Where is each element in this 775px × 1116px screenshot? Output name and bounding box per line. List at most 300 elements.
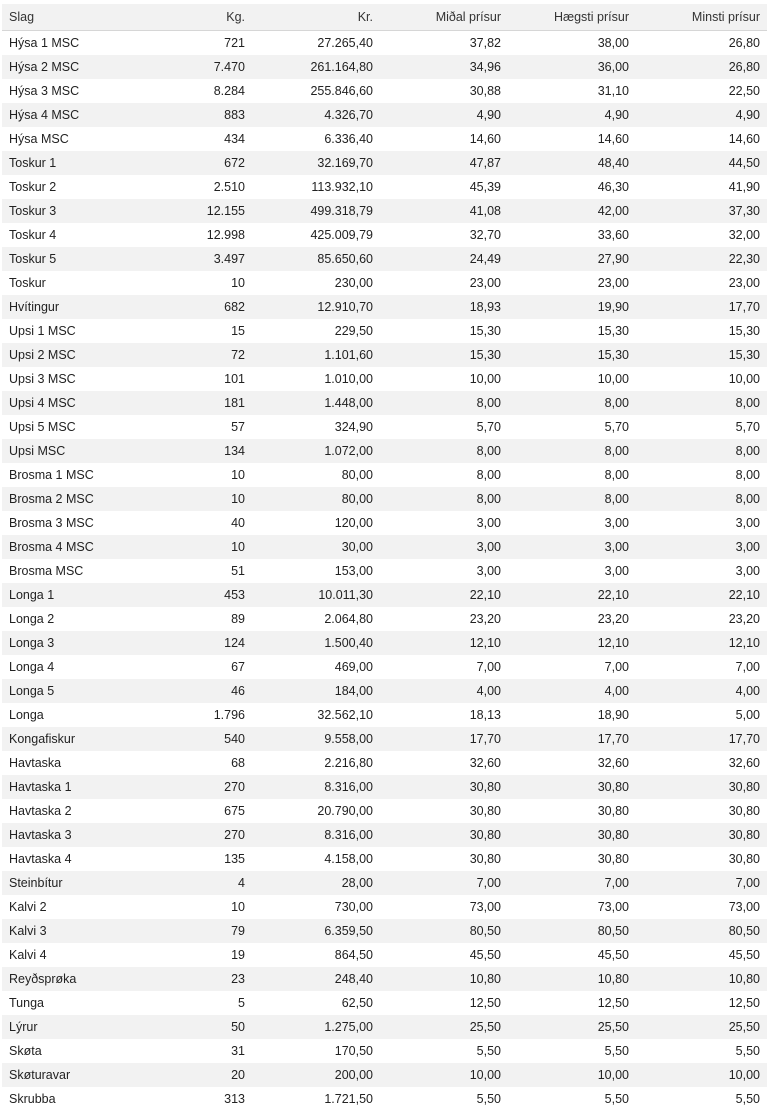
cell-kg: 672 xyxy=(122,151,252,175)
column-header-max-price[interactable]: Hægsti prísur xyxy=(508,4,636,31)
cell-kg: 682 xyxy=(122,295,252,319)
cell-species: Lýrur xyxy=(2,1015,122,1039)
cell-avg-price: 5,70 xyxy=(476,420,501,434)
cell-max-price: 10,80 xyxy=(508,967,636,991)
table-row xyxy=(2,895,767,919)
cell-kr: 62,50 xyxy=(341,996,373,1010)
cell-min-price: 45,50 xyxy=(728,948,760,962)
cell-min-price: 15,30 xyxy=(728,324,760,338)
column-header-kg[interactable]: Kg. xyxy=(122,4,252,31)
cell-avg-price: 8,00 xyxy=(476,468,501,482)
cell-min-price: 32,60 xyxy=(728,756,760,770)
cell-kg: 101 xyxy=(224,372,245,386)
cell-avg-price: 30,88 xyxy=(469,84,501,98)
cell-avg-price: 80,50 xyxy=(380,919,508,943)
cell-kg: 540 xyxy=(122,727,252,751)
cell-kr: 20.790,00 xyxy=(317,804,373,818)
cell-avg-price: 10,80 xyxy=(380,967,508,991)
cell-kg: 10 xyxy=(122,487,252,511)
cell-species: Upsi 1 MSC xyxy=(9,324,76,338)
table-row xyxy=(2,751,767,775)
cell-max-price: 23,20 xyxy=(597,612,629,626)
cell-kg: 453 xyxy=(122,583,252,607)
cell-species: Hýsa 1 MSC xyxy=(9,36,80,50)
cell-kg: 23 xyxy=(122,967,252,991)
cell-kg: 270 xyxy=(122,775,252,799)
cell-kg: 883 xyxy=(122,103,252,127)
cell-kg: 67 xyxy=(231,660,245,674)
table-row xyxy=(2,607,767,631)
cell-min-price: 17,70 xyxy=(636,727,767,751)
cell-max-price: 30,80 xyxy=(597,804,629,818)
cell-avg-price: 30,80 xyxy=(469,804,501,818)
cell-avg-price: 3,00 xyxy=(476,564,501,578)
column-header-avg-price[interactable]: Miðal prísur xyxy=(380,4,508,31)
table-row xyxy=(2,31,767,56)
column-header-species[interactable]: Slag xyxy=(2,4,122,31)
cell-avg-price: 15,30 xyxy=(469,324,501,338)
table-row xyxy=(2,559,767,583)
table-row xyxy=(2,223,767,247)
cell-kg: 51 xyxy=(231,564,245,578)
cell-max-price: 38,00 xyxy=(597,36,629,50)
cell-kr: 4.326,70 xyxy=(252,103,380,127)
cell-min-price: 37,30 xyxy=(636,199,767,223)
price-table xyxy=(2,4,767,1111)
cell-species: Hvítingur xyxy=(2,295,122,319)
cell-kr: 30,00 xyxy=(252,535,380,559)
cell-kr: 8.316,00 xyxy=(252,823,380,847)
table-row xyxy=(2,343,767,367)
cell-kg: 79 xyxy=(122,919,252,943)
cell-avg-price: 8,00 xyxy=(380,391,508,415)
cell-max-price: 7,00 xyxy=(604,660,629,674)
cell-kr: 200,00 xyxy=(252,1063,380,1087)
cell-kg: 10 xyxy=(231,468,245,482)
cell-min-price: 5,50 xyxy=(735,1092,760,1106)
cell-kr: 184,00 xyxy=(252,679,380,703)
cell-min-price: 14,60 xyxy=(728,132,760,146)
cell-min-price: 5,70 xyxy=(735,420,760,434)
cell-kr: 80,00 xyxy=(341,468,373,482)
cell-max-price: 3,00 xyxy=(604,564,629,578)
cell-max-price: 46,30 xyxy=(597,180,629,194)
cell-kr: 10.011,30 xyxy=(252,583,380,607)
cell-species: Tunga xyxy=(9,996,44,1010)
table-row xyxy=(2,487,767,511)
header-row xyxy=(2,4,767,31)
cell-min-price: 3,00 xyxy=(735,516,760,530)
cell-kg: 19 xyxy=(231,948,245,962)
cell-kg: 434 xyxy=(224,132,245,146)
cell-max-price: 5,50 xyxy=(604,1092,629,1106)
cell-kg: 270 xyxy=(122,823,252,847)
cell-min-price: 25,50 xyxy=(636,1015,767,1039)
cell-kg: 5 xyxy=(238,996,245,1010)
cell-min-price: 8,00 xyxy=(636,439,767,463)
cell-max-price: 8,00 xyxy=(508,439,636,463)
cell-kg: 4 xyxy=(122,871,252,895)
cell-max-price: 32,60 xyxy=(597,756,629,770)
cell-species: Brosma 3 MSC xyxy=(9,516,94,530)
cell-avg-price: 22,10 xyxy=(380,583,508,607)
cell-kg: 12.998 xyxy=(206,228,245,242)
cell-avg-price: 23,20 xyxy=(469,612,501,626)
cell-kg: 7.470 xyxy=(122,55,252,79)
cell-min-price: 5,50 xyxy=(735,1044,760,1058)
cell-species: Toskur 1 xyxy=(2,151,122,175)
cell-min-price: 3,00 xyxy=(636,535,767,559)
cell-kg: 3.497 xyxy=(122,247,252,271)
cell-kr: 469,00 xyxy=(334,660,373,674)
table-row xyxy=(2,103,767,127)
cell-kr: 255.846,60 xyxy=(310,84,373,98)
cell-min-price: 22,10 xyxy=(636,583,767,607)
cell-avg-price: 8,00 xyxy=(380,439,508,463)
cell-min-price: 4,00 xyxy=(636,679,767,703)
cell-avg-price: 18,13 xyxy=(469,708,501,722)
cell-min-price: 26,80 xyxy=(728,36,760,50)
cell-kg: 46 xyxy=(122,679,252,703)
cell-avg-price: 18,93 xyxy=(380,295,508,319)
cell-min-price: 7,00 xyxy=(636,871,767,895)
cell-min-price: 17,70 xyxy=(636,295,767,319)
cell-kr: 27.265,40 xyxy=(317,36,373,50)
cell-kr: 85.650,60 xyxy=(252,247,380,271)
cell-min-price: 41,90 xyxy=(728,180,760,194)
cell-species: Kalvi 3 xyxy=(2,919,122,943)
table-row xyxy=(2,919,767,943)
table-row xyxy=(2,631,767,655)
cell-kg: 181 xyxy=(122,391,252,415)
cell-max-price: 5,50 xyxy=(604,1044,629,1058)
table-row xyxy=(2,151,767,175)
cell-avg-price: 23,00 xyxy=(469,276,501,290)
cell-max-price: 4,90 xyxy=(508,103,636,127)
cell-min-price: 4,90 xyxy=(636,103,767,127)
cell-kr: 9.558,00 xyxy=(252,727,380,751)
cell-max-price: 27,90 xyxy=(508,247,636,271)
cell-max-price: 8,00 xyxy=(508,391,636,415)
cell-kr: 499.318,79 xyxy=(252,199,380,223)
cell-kr: 1.072,00 xyxy=(252,439,380,463)
cell-kr: 229,50 xyxy=(334,324,373,338)
cell-min-price: 23,20 xyxy=(728,612,760,626)
table-row xyxy=(2,1015,767,1039)
cell-kg: 20 xyxy=(122,1063,252,1087)
cell-avg-price: 3,00 xyxy=(476,516,501,530)
cell-min-price: 23,00 xyxy=(728,276,760,290)
cell-min-price: 10,00 xyxy=(728,372,760,386)
cell-kg: 10 xyxy=(122,535,252,559)
cell-min-price: 30,80 xyxy=(636,823,767,847)
cell-min-price: 30,80 xyxy=(636,775,767,799)
cell-avg-price: 4,90 xyxy=(380,103,508,127)
cell-kg: 134 xyxy=(122,439,252,463)
cell-avg-price: 10,00 xyxy=(380,1063,508,1087)
cell-kr: 28,00 xyxy=(252,871,380,895)
cell-kg: 10 xyxy=(231,276,245,290)
cell-kg: 721 xyxy=(224,36,245,50)
cell-min-price: 15,30 xyxy=(636,343,767,367)
cell-species: Kalvi 4 xyxy=(9,948,47,962)
cell-min-price: 10,00 xyxy=(636,1063,767,1087)
cell-kg: 313 xyxy=(224,1092,245,1106)
cell-species: Hýsa MSC xyxy=(9,132,69,146)
cell-species: Upsi 4 MSC xyxy=(2,391,122,415)
cell-kg: 135 xyxy=(224,852,245,866)
column-header-min-price[interactable]: Minsti prísur xyxy=(636,4,767,31)
cell-species: Upsi 2 MSC xyxy=(2,343,122,367)
cell-min-price: 10,80 xyxy=(636,967,767,991)
table-row xyxy=(2,55,767,79)
cell-species: Longa 2 xyxy=(9,612,55,626)
cell-species: Toskur 3 xyxy=(2,199,122,223)
table-row xyxy=(2,295,767,319)
table-row xyxy=(2,319,767,343)
cell-species: Havtaska 1 xyxy=(2,775,122,799)
table-row xyxy=(2,967,767,991)
table-row xyxy=(2,367,767,391)
cell-kr: 4.158,00 xyxy=(324,852,373,866)
cell-min-price: 8,00 xyxy=(636,391,767,415)
table-row xyxy=(2,799,767,823)
cell-avg-price: 15,30 xyxy=(380,343,508,367)
cell-max-price: 4,00 xyxy=(508,679,636,703)
cell-min-price: 44,50 xyxy=(636,151,767,175)
table-row xyxy=(2,511,767,535)
cell-min-price: 12,50 xyxy=(728,996,760,1010)
cell-avg-price: 45,50 xyxy=(469,948,501,962)
cell-kg: 89 xyxy=(231,612,245,626)
cell-kg: 2.510 xyxy=(213,180,245,194)
cell-kr: 261.164,80 xyxy=(252,55,380,79)
cell-max-price: 80,50 xyxy=(508,919,636,943)
cell-max-price: 18,90 xyxy=(597,708,629,722)
cell-avg-price: 14,60 xyxy=(469,132,501,146)
cell-species: Toskur 5 xyxy=(2,247,122,271)
cell-max-price: 42,00 xyxy=(508,199,636,223)
cell-kr: 2.216,80 xyxy=(324,756,373,770)
cell-kg: 68 xyxy=(231,756,245,770)
cell-kr: 153,00 xyxy=(334,564,373,578)
cell-min-price: 73,00 xyxy=(728,900,760,914)
cell-avg-price: 4,00 xyxy=(380,679,508,703)
table-row xyxy=(2,175,767,199)
cell-avg-price: 45,39 xyxy=(469,180,501,194)
cell-avg-price: 8,00 xyxy=(380,487,508,511)
cell-species: Toskur xyxy=(9,276,46,290)
cell-avg-price: 34,96 xyxy=(380,55,508,79)
cell-species: Reyðsprøka xyxy=(2,967,122,991)
table-row xyxy=(2,79,767,103)
cell-avg-price: 30,80 xyxy=(380,823,508,847)
cell-kr: 12.910,70 xyxy=(252,295,380,319)
cell-max-price: 33,60 xyxy=(597,228,629,242)
cell-kg: 15 xyxy=(231,324,245,338)
cell-species: Upsi MSC xyxy=(2,439,122,463)
table-row xyxy=(2,775,767,799)
cell-kr: 1.275,00 xyxy=(252,1015,380,1039)
cell-kr: 170,50 xyxy=(334,1044,373,1058)
cell-kg: 1.796 xyxy=(213,708,245,722)
cell-avg-price: 32,60 xyxy=(469,756,501,770)
cell-avg-price: 41,08 xyxy=(380,199,508,223)
cell-kr: 80,00 xyxy=(252,487,380,511)
cell-avg-price: 5,50 xyxy=(476,1092,501,1106)
cell-max-price: 30,80 xyxy=(508,775,636,799)
cell-kg: 31 xyxy=(231,1044,245,1058)
cell-species: Longa 1 xyxy=(2,583,122,607)
table-row xyxy=(2,727,767,751)
cell-avg-price: 37,82 xyxy=(469,36,501,50)
cell-kr: 230,00 xyxy=(334,276,373,290)
cell-kg: 57 xyxy=(231,420,245,434)
cell-max-price: 73,00 xyxy=(597,900,629,914)
table-row xyxy=(2,1087,767,1111)
cell-kg: 8.284 xyxy=(213,84,245,98)
table-row xyxy=(2,703,767,727)
cell-max-price: 23,00 xyxy=(597,276,629,290)
cell-species: Upsi 5 MSC xyxy=(9,420,76,434)
cell-min-price: 3,00 xyxy=(735,564,760,578)
cell-min-price: 7,00 xyxy=(735,660,760,674)
cell-max-price: 5,70 xyxy=(604,420,629,434)
cell-species: Skøta xyxy=(9,1044,42,1058)
cell-avg-price: 30,80 xyxy=(469,852,501,866)
table-row xyxy=(2,991,767,1015)
cell-min-price: 30,80 xyxy=(728,852,760,866)
cell-avg-price: 5,50 xyxy=(476,1044,501,1058)
cell-kr: 730,00 xyxy=(334,900,373,914)
cell-species: Longa xyxy=(9,708,44,722)
cell-kr: 1.721,50 xyxy=(324,1092,373,1106)
cell-species: Toskur 2 xyxy=(9,180,57,194)
cell-max-price: 14,60 xyxy=(597,132,629,146)
table-row xyxy=(2,679,767,703)
cell-species: Brosma 1 MSC xyxy=(9,468,94,482)
cell-kr: 324,90 xyxy=(334,420,373,434)
table-row xyxy=(2,1063,767,1087)
cell-min-price: 5,00 xyxy=(735,708,760,722)
cell-kr: 8.316,00 xyxy=(252,775,380,799)
cell-max-price: 45,50 xyxy=(597,948,629,962)
column-header-kr[interactable]: Kr. xyxy=(252,4,380,31)
cell-species: Toskur 4 xyxy=(9,228,57,242)
cell-max-price: 17,70 xyxy=(508,727,636,751)
cell-species: Hýsa 2 MSC xyxy=(2,55,122,79)
cell-species: Steinbítur xyxy=(2,871,122,895)
cell-kg: 50 xyxy=(122,1015,252,1039)
cell-kg: 40 xyxy=(231,516,245,530)
cell-max-price: 15,30 xyxy=(597,324,629,338)
cell-species: Brosma MSC xyxy=(9,564,84,578)
cell-max-price: 10,00 xyxy=(597,372,629,386)
cell-avg-price: 32,70 xyxy=(469,228,501,242)
cell-min-price: 8,00 xyxy=(636,487,767,511)
table-row xyxy=(2,655,767,679)
cell-kg: 124 xyxy=(122,631,252,655)
table-row xyxy=(2,463,767,487)
table-row xyxy=(2,391,767,415)
cell-kg: 675 xyxy=(224,804,245,818)
cell-max-price: 10,00 xyxy=(508,1063,636,1087)
cell-max-price: 8,00 xyxy=(604,468,629,482)
cell-min-price: 12,10 xyxy=(636,631,767,655)
cell-max-price: 3,00 xyxy=(508,535,636,559)
cell-species: Skøturavar xyxy=(2,1063,122,1087)
cell-max-price: 30,80 xyxy=(597,852,629,866)
cell-min-price: 30,80 xyxy=(728,804,760,818)
cell-kr: 32.169,70 xyxy=(252,151,380,175)
cell-min-price: 22,50 xyxy=(728,84,760,98)
cell-species: Havtaska 3 xyxy=(2,823,122,847)
cell-kr: 6.336,40 xyxy=(324,132,373,146)
cell-max-price: 22,10 xyxy=(508,583,636,607)
cell-avg-price: 3,00 xyxy=(380,535,508,559)
cell-kr: 6.359,50 xyxy=(252,919,380,943)
cell-max-price: 12,10 xyxy=(508,631,636,655)
cell-species: Brosma 2 MSC xyxy=(2,487,122,511)
cell-kr: 113.932,10 xyxy=(311,180,373,194)
table-row xyxy=(2,1039,767,1063)
cell-max-price: 12,50 xyxy=(597,996,629,1010)
table-row xyxy=(2,943,767,967)
cell-avg-price: 12,10 xyxy=(380,631,508,655)
cell-max-price: 31,10 xyxy=(597,84,629,98)
cell-species: Brosma 4 MSC xyxy=(2,535,122,559)
cell-species: Havtaska xyxy=(9,756,62,770)
cell-max-price: 19,90 xyxy=(508,295,636,319)
cell-avg-price: 17,70 xyxy=(380,727,508,751)
cell-max-price: 25,50 xyxy=(508,1015,636,1039)
cell-max-price: 3,00 xyxy=(604,516,629,530)
cell-kr: 425.009,79 xyxy=(310,228,373,242)
cell-avg-price: 30,80 xyxy=(380,775,508,799)
cell-kg: 12.155 xyxy=(122,199,252,223)
cell-kr: 2.064,80 xyxy=(324,612,373,626)
cell-species: Kalvi 2 xyxy=(9,900,47,914)
cell-avg-price: 7,00 xyxy=(476,660,501,674)
cell-max-price: 15,30 xyxy=(508,343,636,367)
table-row xyxy=(2,199,767,223)
cell-species: Longa 5 xyxy=(2,679,122,703)
table-body xyxy=(2,31,767,1112)
cell-kr: 1.101,60 xyxy=(252,343,380,367)
cell-kr: 32.562,10 xyxy=(317,708,373,722)
table-row xyxy=(2,847,767,871)
cell-min-price: 22,30 xyxy=(636,247,767,271)
table-row xyxy=(2,535,767,559)
cell-species: Longa 4 xyxy=(9,660,55,674)
cell-kr: 1.500,40 xyxy=(252,631,380,655)
table-row xyxy=(2,583,767,607)
cell-species: Kongafiskur xyxy=(2,727,122,751)
table-row xyxy=(2,823,767,847)
cell-species: Havtaska 4 xyxy=(9,852,72,866)
cell-kr: 120,00 xyxy=(334,516,373,530)
cell-min-price: 32,00 xyxy=(728,228,760,242)
cell-kr: 1.010,00 xyxy=(324,372,373,386)
cell-max-price: 7,00 xyxy=(508,871,636,895)
cell-kr: 248,40 xyxy=(252,967,380,991)
cell-species: Hýsa 4 MSC xyxy=(2,103,122,127)
table-row xyxy=(2,127,767,151)
table-row xyxy=(2,439,767,463)
cell-kg: 10 xyxy=(231,900,245,914)
cell-species: Longa 3 xyxy=(2,631,122,655)
cell-avg-price: 47,87 xyxy=(380,151,508,175)
